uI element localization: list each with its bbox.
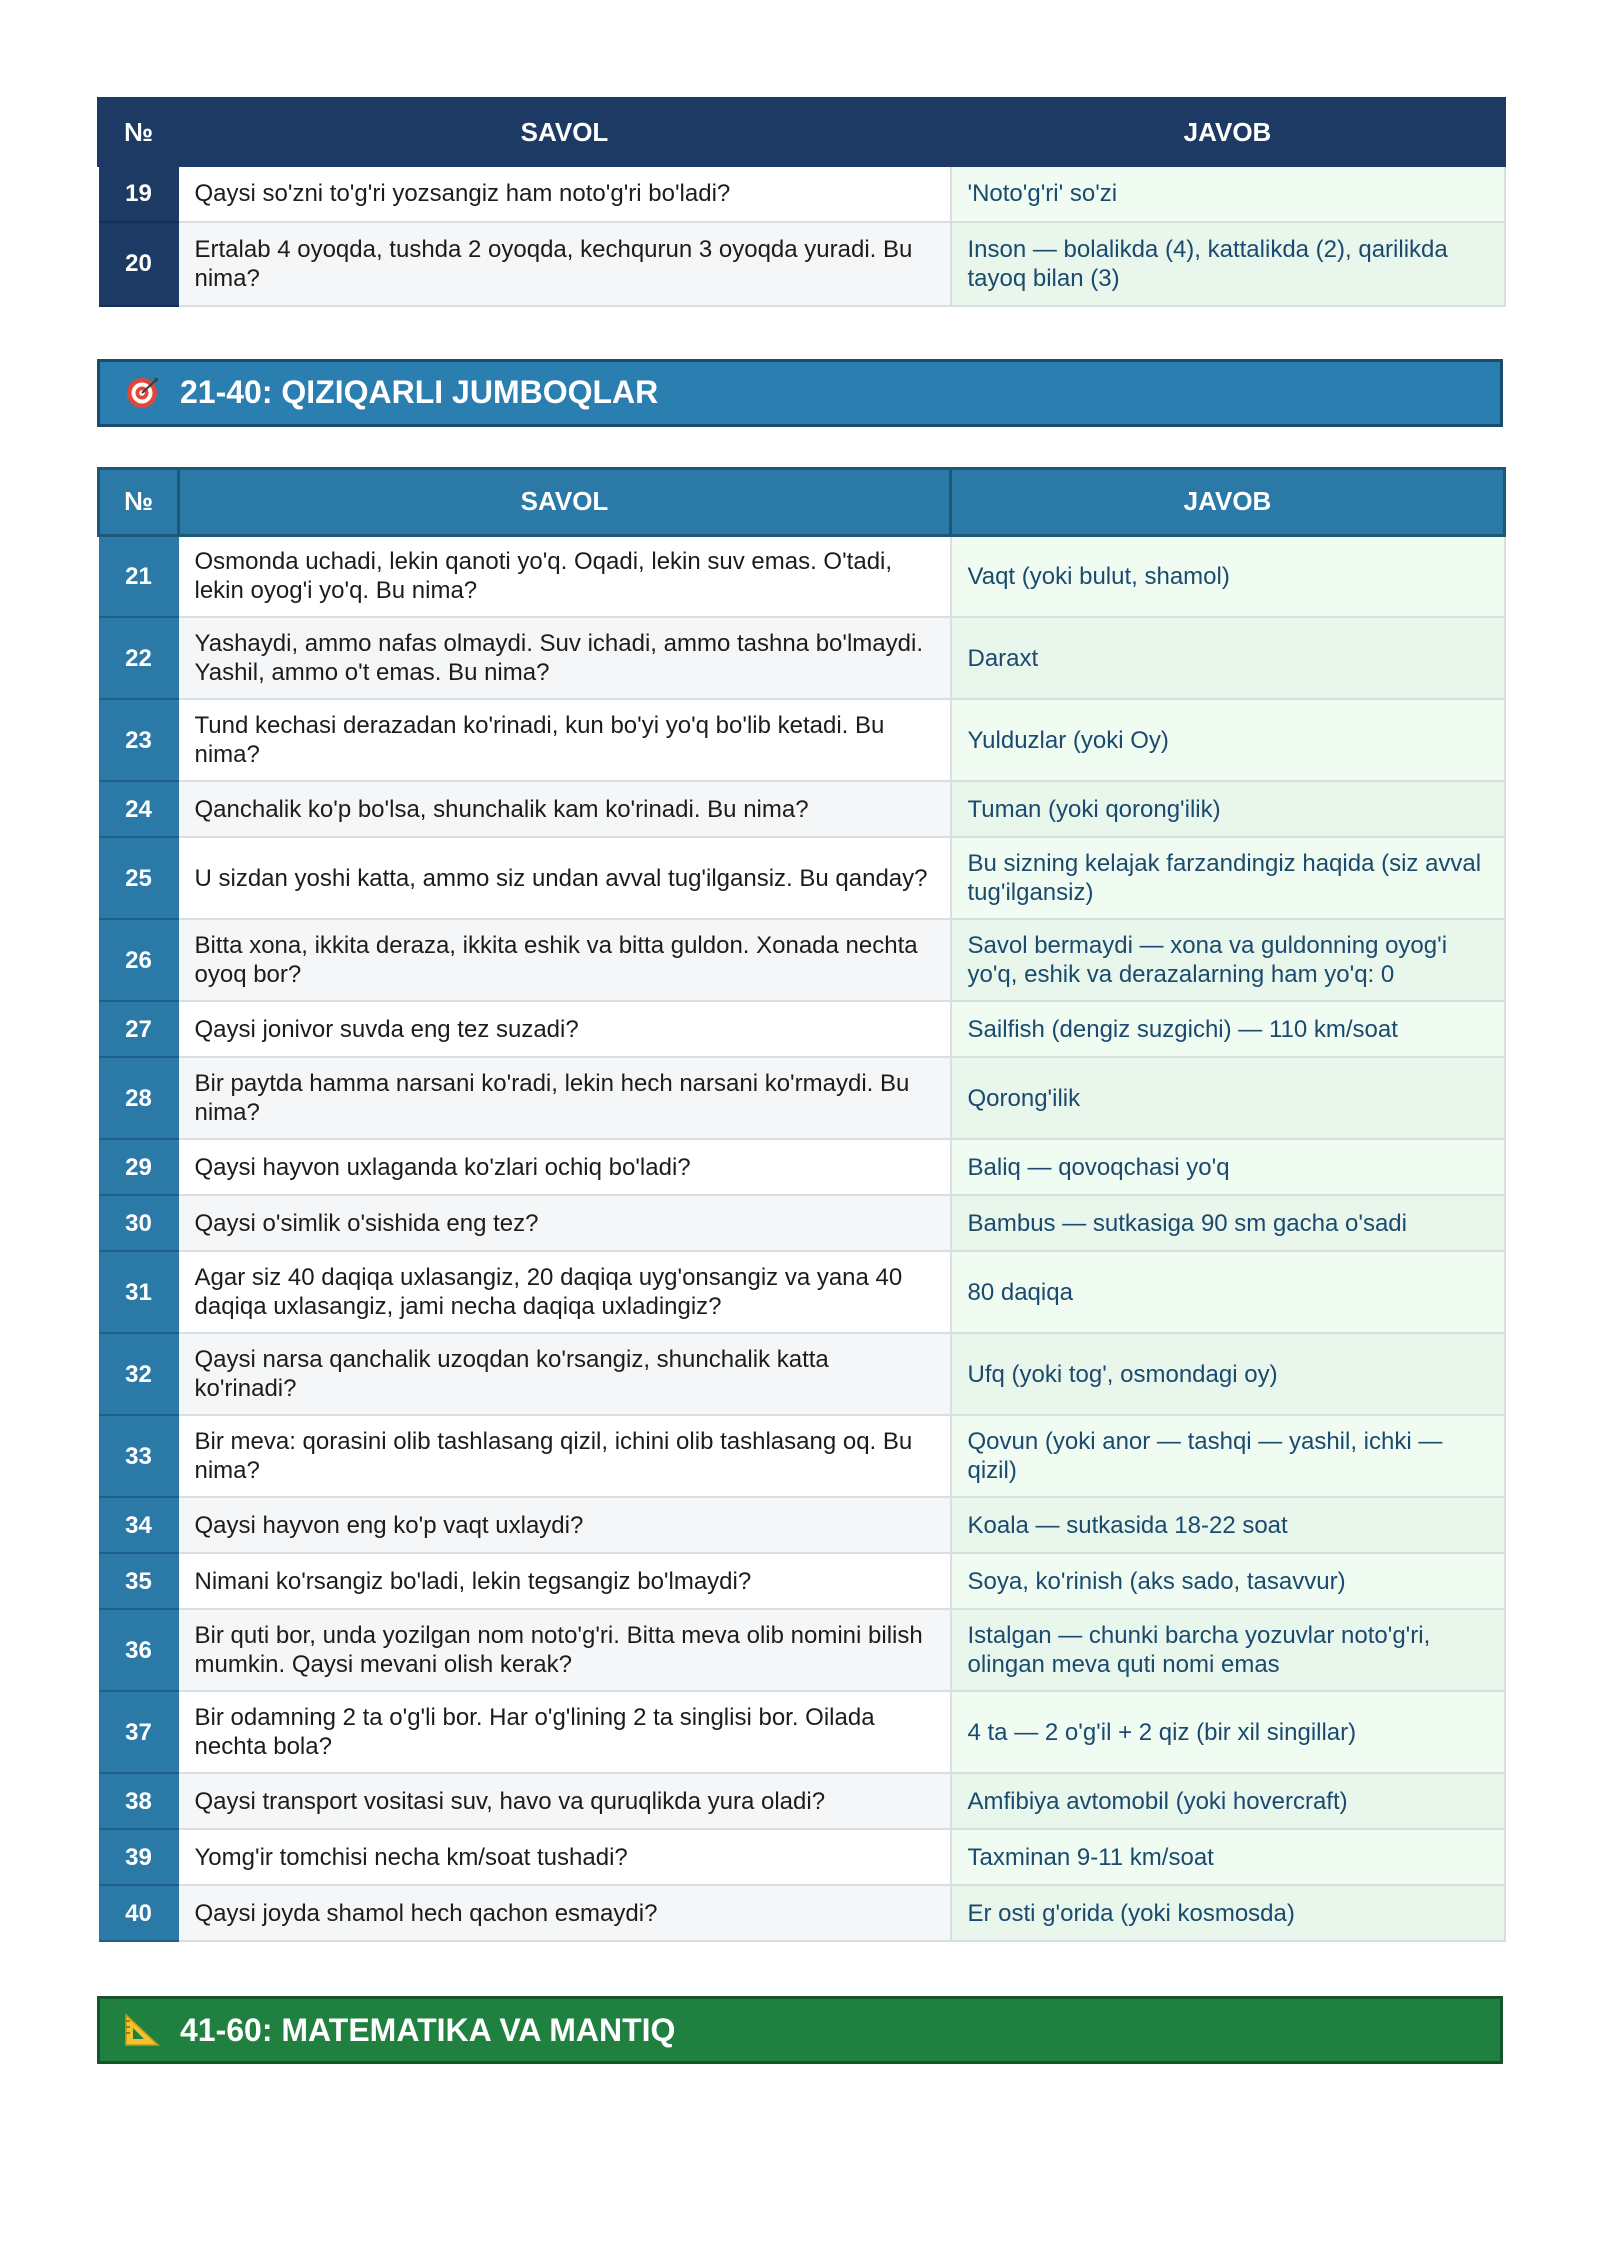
header-answer: JAVOB <box>951 468 1505 535</box>
question-cell: Qaysi joyda shamol hech qachon esmaydi? <box>179 1885 951 1941</box>
row-number: 34 <box>99 1497 179 1553</box>
answer-cell: 80 daqiqa <box>951 1251 1505 1333</box>
answer-cell: 4 ta — 2 o'g'il + 2 qiz (bir xil singillar) <box>951 1691 1505 1773</box>
table-row <box>99 1553 1505 1609</box>
answer-cell: Inson — bolalikda (4), kattalikda (2), qarilikda tayoq bilan (3) <box>951 222 1505 306</box>
row-number: 30 <box>99 1195 179 1251</box>
row-number: 19 <box>99 166 179 222</box>
table-row <box>99 1773 1505 1829</box>
section-header-21-40 <box>97 359 1503 427</box>
question-cell: Qanchalik ko'p bo'lsa, shunchalik kam ko'rinadi. Bu nima? <box>179 781 951 837</box>
question-cell: Qaysi so'zni to'g'ri yozsangiz ham noto'g'ri bo'ladi? <box>179 166 951 222</box>
question-cell: Qaysi hayvon uxlaganda ko'zlari ochiq bo'ladi? <box>179 1139 951 1195</box>
row-number: 25 <box>99 837 179 919</box>
section-title: 41-60: MATEMATIKA VA MANTIQ <box>180 2011 676 2048</box>
answer-cell: Qorong'ilik <box>951 1057 1505 1139</box>
answer-cell: Bu sizning kelajak farzandingiz haqida (siz avval tug'ilgansiz) <box>951 837 1505 919</box>
table-row <box>99 1333 1505 1415</box>
riddles-table-1-20 <box>97 97 1506 307</box>
table-row <box>99 1415 1505 1497</box>
table-row <box>99 1829 1505 1885</box>
question-cell: Yomg'ir tomchisi necha km/soat tushadi? <box>179 1829 951 1885</box>
row-number: 27 <box>99 1001 179 1057</box>
row-number: 26 <box>99 919 179 1001</box>
row-number: 31 <box>99 1251 179 1333</box>
answer-cell: 'Noto'g'ri' so'zi <box>951 166 1505 222</box>
table-row <box>99 166 1505 222</box>
question-cell: Qaysi transport vositasi suv, havo va quruqlikda yura oladi? <box>179 1773 951 1829</box>
question-cell: Ertalab 4 oyoqda, tushda 2 oyoqda, kechqurun 3 oyoqda yuradi. Bu nima? <box>179 222 951 306</box>
answer-cell: Taxminan 9-11 km/soat <box>951 1829 1505 1885</box>
row-number: 33 <box>99 1415 179 1497</box>
question-cell: Bitta xona, ikkita deraza, ikkita eshik va bitta guldon. Xonada nechta oyoq bor? <box>179 919 951 1001</box>
riddles-table-21-40 <box>97 467 1506 1943</box>
row-number: 29 <box>99 1139 179 1195</box>
header-answer: JAVOB <box>951 99 1505 166</box>
question-cell: Bir odamning 2 ta o'g'li bor. Har o'g'lining 2 ta singlisi bor. Oilada nechta bola? <box>179 1691 951 1773</box>
table-row <box>99 1057 1505 1139</box>
answer-cell: Ufq (yoki tog', osmondagi oy) <box>951 1333 1505 1415</box>
question-cell: Qaysi o'simlik o'sishida eng tez? <box>179 1195 951 1251</box>
answer-cell: Er osti g'orida (yoki kosmosda) <box>951 1885 1505 1941</box>
row-number: 35 <box>99 1553 179 1609</box>
table-row <box>99 617 1505 699</box>
row-number: 24 <box>99 781 179 837</box>
answer-cell: Daraxt <box>951 617 1505 699</box>
table-row <box>99 919 1505 1001</box>
question-cell: Bir quti bor, unda yozilgan nom noto'g'ri. Bitta meva olib nomini bilish mumkin. Qaysi mevani olish kerak? <box>179 1609 951 1691</box>
table-row <box>99 1001 1505 1057</box>
answer-cell: Soya, ko'rinish (aks sado, tasavvur) <box>951 1553 1505 1609</box>
answer-cell: Qovun (yoki anor — tashqi — yashil, ichki — qizil) <box>951 1415 1505 1497</box>
answer-cell: Yulduzlar (yoki Oy) <box>951 699 1505 781</box>
row-number: 36 <box>99 1609 179 1691</box>
table-row <box>99 1885 1505 1941</box>
answer-cell: Amfibiya avtomobil (yoki hovercraft) <box>951 1773 1505 1829</box>
answer-cell: Istalgan — chunki barcha yozuvlar noto'g'ri, olingan meva quti nomi emas <box>951 1609 1505 1691</box>
table-row <box>99 1195 1505 1251</box>
target-icon <box>122 373 162 413</box>
table-row <box>99 1497 1505 1553</box>
table-row <box>99 222 1505 306</box>
row-number: 28 <box>99 1057 179 1139</box>
question-cell: Qaysi hayvon eng ko'p vaqt uxlaydi? <box>179 1497 951 1553</box>
question-cell: Nimani ko'rsangiz bo'ladi, lekin tegsangiz bo'lmaydi? <box>179 1553 951 1609</box>
question-cell: U sizdan yoshi katta, ammo siz undan avval tug'ilgansiz. Bu qanday? <box>179 837 951 919</box>
header-question: SAVOL <box>179 468 951 535</box>
table-row <box>99 1691 1505 1773</box>
table-row <box>99 1251 1505 1333</box>
row-number: 22 <box>99 617 179 699</box>
header-number: № <box>99 99 179 166</box>
row-number: 20 <box>99 222 179 306</box>
table-row <box>99 699 1505 781</box>
header-question: SAVOL <box>179 99 951 166</box>
answer-cell: Tuman (yoki qorong'ilik) <box>951 781 1505 837</box>
row-number: 38 <box>99 1773 179 1829</box>
table-row <box>99 535 1505 617</box>
question-cell: Osmonda uchadi, lekin qanoti yo'q. Oqadi, lekin suv emas. O'tadi, lekin oyog'i yo'q. Bu nima? <box>179 535 951 617</box>
row-number: 39 <box>99 1829 179 1885</box>
answer-cell: Savol bermaydi — xona va guldonning oyog'i yo'q, eshik va derazalarning ham yo'q: 0 <box>951 919 1505 1001</box>
table-row <box>99 781 1505 837</box>
answer-cell: Sailfish (dengiz suzgichi) — 110 km/soat <box>951 1001 1505 1057</box>
document-page <box>97 97 1503 2064</box>
header-number: № <box>99 468 179 535</box>
answer-cell: Baliq — qovoqchasi yo'q <box>951 1139 1505 1195</box>
table-header-row <box>99 468 1505 535</box>
question-cell: Qaysi narsa qanchalik uzoqdan ko'rsangiz, shunchalik katta ko'rinadi? <box>179 1333 951 1415</box>
answer-cell: Vaqt (yoki bulut, shamol) <box>951 535 1505 617</box>
question-cell: Qaysi jonivor suvda eng tez suzadi? <box>179 1001 951 1057</box>
question-cell: Agar siz 40 daqiqa uxlasangiz, 20 daqiqa uyg'onsangiz va yana 40 daqiqa uxlasangiz, jami necha daqiqa uxladingiz? <box>179 1251 951 1333</box>
table-row <box>99 1609 1505 1691</box>
row-number: 40 <box>99 1885 179 1941</box>
row-number: 21 <box>99 535 179 617</box>
row-number: 23 <box>99 699 179 781</box>
table-row <box>99 837 1505 919</box>
table-row <box>99 1139 1505 1195</box>
question-cell: Bir meva: qorasini olib tashlasang qizil, ichini olib tashlasang oq. Bu nima? <box>179 1415 951 1497</box>
row-number: 37 <box>99 1691 179 1773</box>
row-number: 32 <box>99 1333 179 1415</box>
question-cell: Tund kechasi derazadan ko'rinadi, kun bo'yi yo'q bo'lib ketadi. Bu nima? <box>179 699 951 781</box>
answer-cell: Bambus — sutkasiga 90 sm gacha o'sadi <box>951 1195 1505 1251</box>
question-cell: Bir paytda hamma narsani ko'radi, lekin hech narsani ko'rmaydi. Bu nima? <box>179 1057 951 1139</box>
section-header-41-60 <box>97 1996 1503 2064</box>
answer-cell: Koala — sutkasida 18-22 soat <box>951 1497 1505 1553</box>
triangular-ruler-icon <box>122 2010 162 2050</box>
section-title: 21-40: QIZIQARLI JUMBOQLAR <box>180 374 659 410</box>
table-header-row <box>99 99 1505 166</box>
question-cell: Yashaydi, ammo nafas olmaydi. Suv ichadi, ammo tashna bo'lmaydi. Yashil, ammo o't emas. Bu nima? <box>179 617 951 699</box>
